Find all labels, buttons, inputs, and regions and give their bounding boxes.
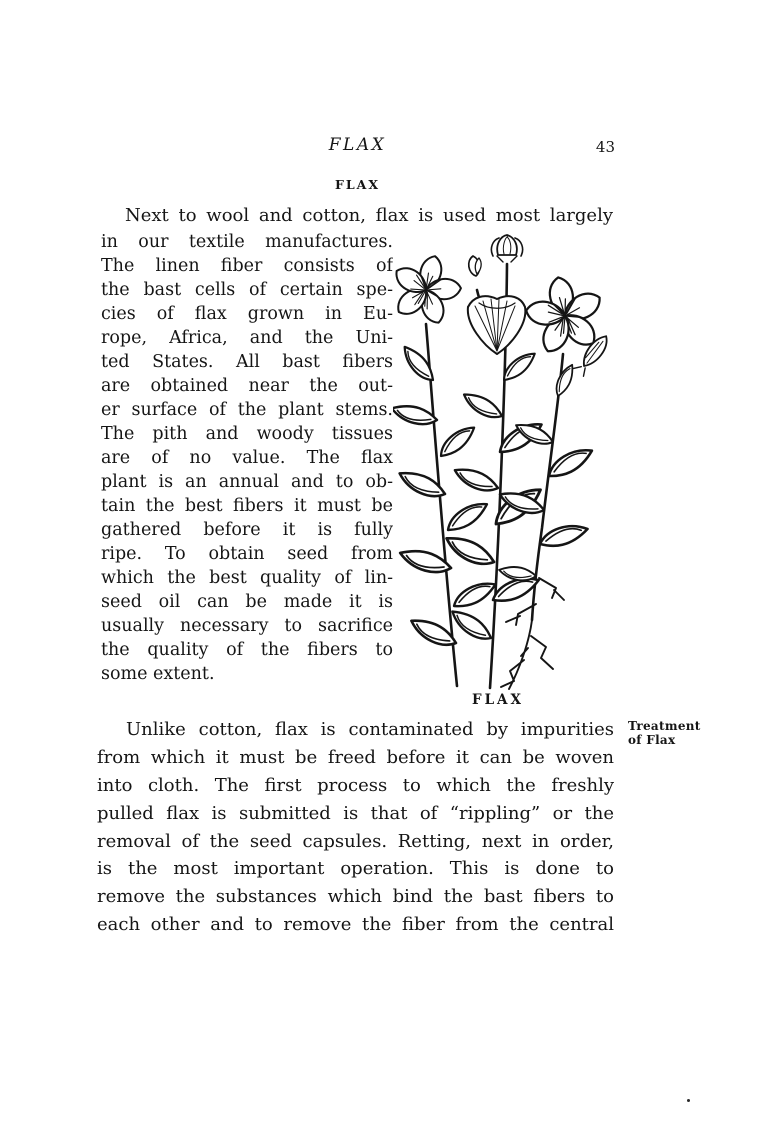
paragraph1-column	[101, 230, 393, 686]
text-line: the quality of the fibers to	[101, 640, 393, 660]
text-line: which the best quality of lin-	[101, 568, 393, 588]
running-head: FLAX	[328, 135, 387, 155]
text-line: in our textile manufactures.	[101, 232, 393, 252]
text-line: gathered before it is fully	[101, 520, 393, 540]
text-line: er surface of the plant stems.	[101, 400, 393, 420]
flax-plant-illustration	[393, 228, 643, 690]
text-line: is the most important operation. This is done to	[97, 858, 614, 880]
text-line: The pith and woody tissues	[101, 424, 393, 444]
text-line: removal of the seed capsules. Retting, next in order,	[97, 830, 614, 852]
text-line: plant is an annual and to ob-	[101, 472, 393, 492]
margin-note-line1: Treatment	[628, 719, 701, 733]
text-line: pulled flax is submitted is that of “rippling” or the	[97, 802, 614, 824]
text-line: The linen fiber consists of	[101, 256, 393, 276]
figure-caption: FLAX	[471, 692, 525, 708]
text-line: tain the best fibers it must be	[101, 496, 393, 516]
margin-note	[628, 720, 723, 747]
text-line: Unlike cotton, flax is contaminated by impurities	[126, 719, 614, 740]
section-heading: FLAX	[334, 177, 381, 192]
paragraph2	[97, 716, 614, 939]
text-line: the bast cells of certain spe-	[101, 280, 393, 300]
text-line: ted States. All bast fibers	[101, 352, 393, 372]
text-line: some extent.	[101, 664, 215, 684]
text-line: are of no value. The flax	[101, 448, 393, 468]
text-line: ripe. To obtain seed from	[101, 544, 393, 564]
text-line: into cloth. The first process to which the freshly	[97, 774, 614, 796]
scan-speck	[687, 1099, 690, 1102]
text-line: remove the substances which bind the bast fibers to	[97, 886, 614, 908]
text-line: usually necessary to sacrifice	[101, 616, 393, 636]
page-number: 43	[595, 138, 615, 156]
text-line: rope, Africa, and the Uni-	[101, 328, 393, 348]
text-line: seed oil can be made it is	[101, 592, 393, 612]
text-line: cies of flax grown in Eu-	[101, 304, 393, 324]
paragraph1-first-line: Next to wool and cotton, flax is used most largely	[125, 205, 613, 226]
flax-figure	[393, 228, 643, 710]
text-line: are obtained near the out-	[101, 376, 393, 396]
text-line: from which it must be freed before it can be woven	[97, 746, 614, 768]
text-line: each other and to remove the fiber from the central	[97, 914, 614, 936]
margin-note-line2: of Flax	[628, 732, 676, 747]
